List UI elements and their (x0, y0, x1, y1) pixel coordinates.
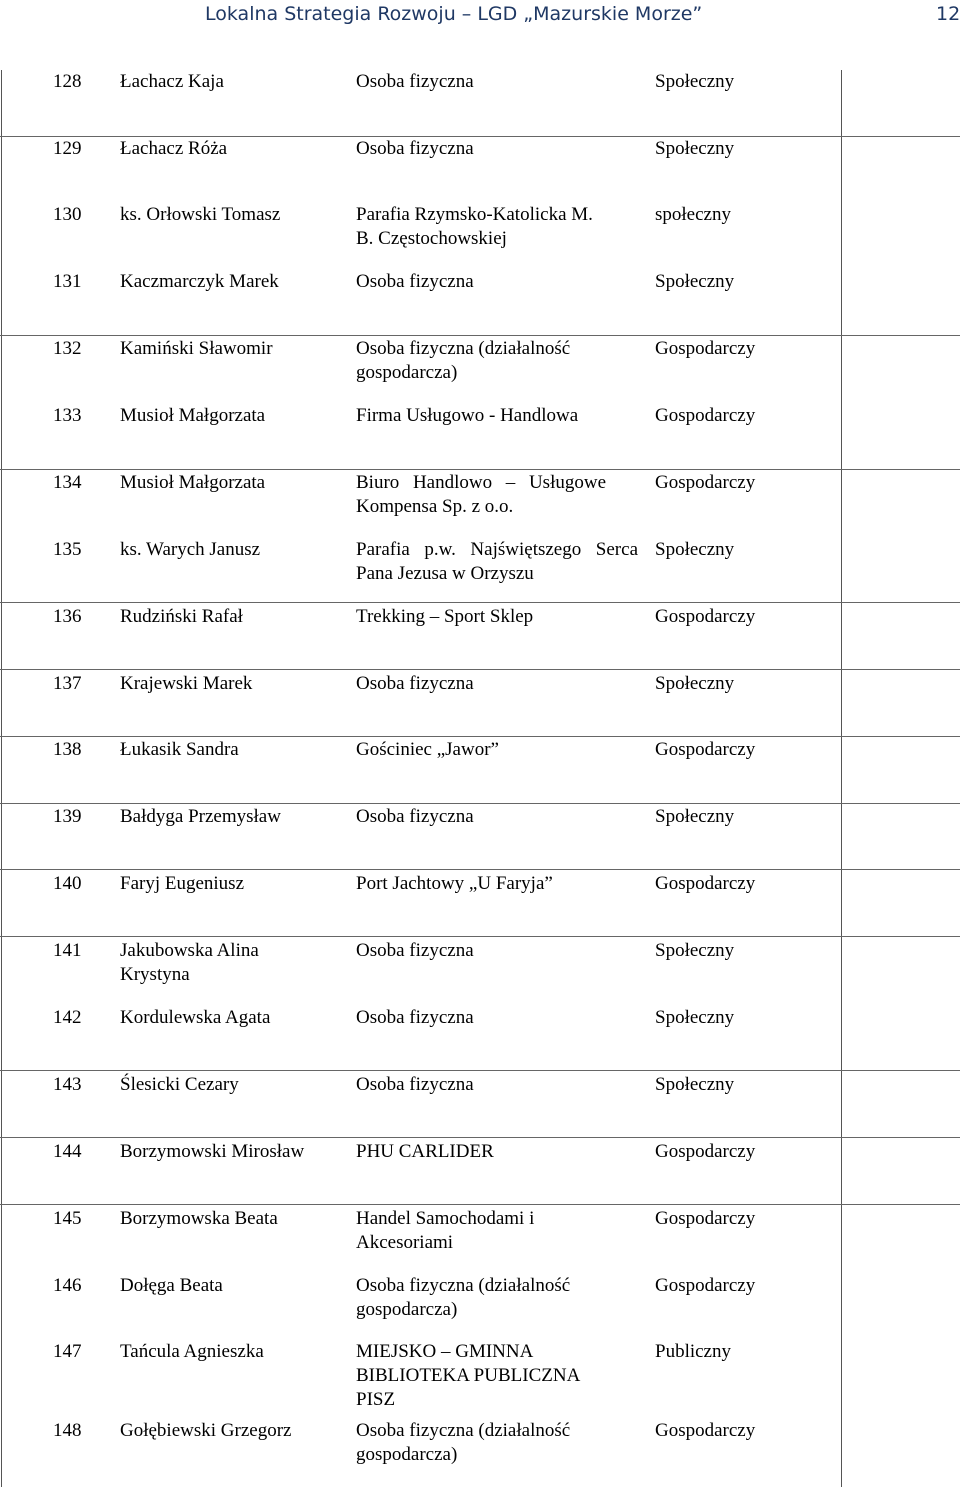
member-name: Dołęga Beata (120, 1275, 223, 1296)
row-number: 130 (53, 204, 82, 225)
member-sector: Społeczny (655, 1074, 735, 1095)
table-row (0, 1274, 960, 1340)
member-sector: Gospodarczy (655, 1420, 756, 1441)
row-number: 143 (53, 1074, 82, 1095)
row-number: 138 (53, 739, 82, 760)
row-number: 144 (53, 1141, 82, 1162)
member-organization: Osoba fizyczna (356, 673, 474, 694)
member-sector: Społeczny (655, 806, 735, 827)
table-row (0, 1140, 960, 1205)
member-name: Tańcula Agnieszka (120, 1341, 264, 1362)
table-row (0, 605, 960, 670)
member-name: Łachacz Róża (120, 138, 228, 159)
document-title: Lokalna Strategia Rozwoju – LGD „Mazurskie Morze” (205, 3, 703, 25)
member-organization: Osoba fizyczna (356, 138, 474, 159)
members-table (0, 70, 960, 1487)
row-number: 132 (53, 338, 82, 359)
member-organization: Gościniec „Jawor” (356, 739, 499, 760)
table-row (0, 672, 960, 737)
member-sector: Społeczny (655, 539, 735, 560)
member-sector: Gospodarczy (655, 405, 756, 426)
row-number: 148 (53, 1420, 82, 1441)
member-name: ks. Warych Janusz (120, 539, 261, 560)
member-organization: Parafia p.w. Najświętszego Serca Pana Jezusa w Orzyszu (356, 539, 638, 584)
table-row (0, 805, 960, 870)
member-organization: Firma Usługowo - Handlowa (356, 405, 579, 426)
table-row (0, 203, 960, 270)
member-organization: Osoba fizyczna (356, 71, 474, 92)
table-row (0, 270, 960, 336)
table-row (0, 738, 960, 804)
member-organization: Osoba fizyczna (356, 271, 474, 292)
table-row (0, 1073, 960, 1138)
member-organization: PHU CARLIDER (356, 1141, 494, 1162)
table-row (0, 337, 960, 403)
member-name: ks. Orłowski Tomasz (120, 204, 281, 225)
member-name: Rudziński Rafał (120, 606, 243, 627)
member-sector: Społeczny (655, 940, 735, 961)
table-row (0, 872, 960, 937)
member-name: Musioł Małgorzata (120, 405, 266, 426)
row-number: 142 (53, 1007, 82, 1028)
member-sector: społeczny (655, 204, 731, 225)
member-name: Kamiński Sławomir (120, 338, 273, 359)
row-number: 146 (53, 1275, 82, 1296)
row-number: 141 (53, 940, 82, 961)
member-organization: Osoba fizyczna (działalność gospodarcza) (356, 1275, 571, 1320)
member-organization: Osoba fizyczna (działalność gospodarcza) (356, 1420, 571, 1465)
member-sector: Społeczny (655, 1007, 735, 1028)
table-row (0, 1340, 960, 1418)
table-row (0, 70, 960, 137)
member-name: Borzymowska Beata (120, 1208, 278, 1229)
row-number: 147 (53, 1341, 82, 1362)
row-number: 129 (53, 138, 82, 159)
row-number: 128 (53, 71, 82, 92)
member-sector: Społeczny (655, 673, 735, 694)
member-name: Jakubowska Alina Krystyna (120, 940, 259, 985)
table-row (0, 137, 960, 203)
member-name: Łukasik Sandra (120, 739, 239, 760)
row-number: 135 (53, 539, 82, 560)
member-sector: Społeczny (655, 271, 735, 292)
table-row (0, 538, 960, 603)
row-number: 139 (53, 806, 82, 827)
member-sector: Gospodarczy (655, 472, 756, 493)
member-sector: Gospodarczy (655, 873, 756, 894)
member-organization: Port Jachtowy „U Faryja” (356, 873, 553, 894)
member-sector: Gospodarczy (655, 1275, 756, 1296)
member-organization: Osoba fizyczna (356, 940, 474, 961)
row-number: 134 (53, 472, 82, 493)
member-name: Borzymowski Mirosław (120, 1141, 305, 1162)
member-sector: Publiczny (655, 1341, 731, 1362)
member-name: Ślesicki Cezary (120, 1074, 239, 1095)
member-name: Kordulewska Agata (120, 1007, 271, 1028)
table-row (0, 471, 960, 537)
member-organization: Osoba fizyczna (działalność gospodarcza) (356, 338, 571, 383)
table-row (0, 1419, 960, 1485)
member-sector: Gospodarczy (655, 338, 756, 359)
member-name: Kaczmarczyk Marek (120, 271, 279, 292)
member-name: Łachacz Kaja (120, 71, 224, 92)
member-name: Gołębiewski Grzegorz (120, 1420, 292, 1441)
member-sector: Gospodarczy (655, 739, 756, 760)
row-number: 133 (53, 405, 82, 426)
member-organization: MIEJSKO – GMINNA BIBLIOTEKA PUBLICZNA PISZ (356, 1341, 580, 1410)
member-organization: Osoba fizyczna (356, 1007, 474, 1028)
page-number: 12 (936, 3, 960, 25)
member-name: Bałdyga Przemysław (120, 806, 281, 827)
member-name: Faryj Eugeniusz (120, 873, 245, 894)
member-name: Krajewski Marek (120, 673, 253, 694)
member-organization: Biuro Handlowo – Usługowe Kompensa Sp. z o.o. (356, 472, 606, 517)
row-number: 140 (53, 873, 82, 894)
member-organization: Handel Samochodami i Akcesoriami (356, 1208, 535, 1253)
member-organization: Parafia Rzymsko-Katolicka M. B. Częstochowskiej (356, 204, 593, 249)
member-sector: Społeczny (655, 71, 735, 92)
member-organization: Osoba fizyczna (356, 806, 474, 827)
member-sector: Społeczny (655, 138, 735, 159)
member-sector: Gospodarczy (655, 606, 756, 627)
table-row (0, 1006, 960, 1071)
row-number: 136 (53, 606, 82, 627)
row-number: 131 (53, 271, 82, 292)
row-number: 137 (53, 673, 82, 694)
table-row (0, 404, 960, 470)
table-row (0, 939, 960, 1005)
member-organization: Trekking – Sport Sklep (356, 606, 534, 627)
member-organization: Osoba fizyczna (356, 1074, 474, 1095)
table-row (0, 1207, 960, 1273)
member-sector: Gospodarczy (655, 1208, 756, 1229)
page-header (0, 0, 960, 40)
row-number: 145 (53, 1208, 82, 1229)
member-sector: Gospodarczy (655, 1141, 756, 1162)
member-name: Musioł Małgorzata (120, 472, 266, 493)
